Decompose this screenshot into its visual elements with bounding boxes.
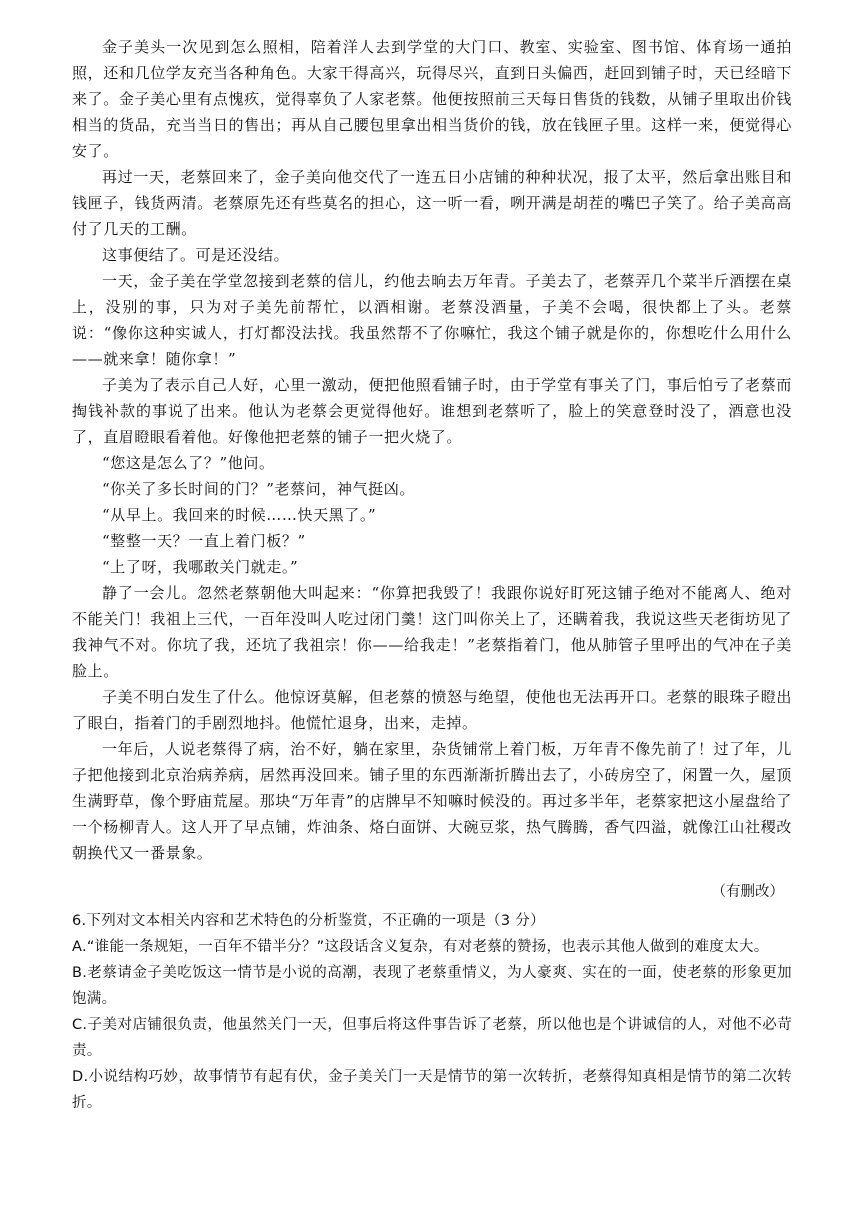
dialogue-line-4: “整整一天？一直上着门板？” <box>102 532 306 550</box>
story-paragraph-5: 子美为了表示自己人好，心里一激动，便把他照看铺子时，由于学堂有事关了门，事后怕亏了老蔡而掏钱补款的事说了出来。他认为老蔡会更觉得他好。谁想到老蔡听了，脸上的笑意登时没了，酒意也没了，直眉瞪眼看着他。好像他把老蔡的铺子一把火烧了。 <box>72 376 792 446</box>
dialogue-line-1: “您这是怎么了？”他问。 <box>102 454 275 472</box>
story-text <box>72 34 792 866</box>
source-note: （有删改） <box>711 884 784 900</box>
dialogue-line-5: “上了呀，我哪敢关门就走。” <box>102 558 299 576</box>
story-paragraph-8: 一年后，人说老蔡得了病，治不好，躺在家里，杂货铺常上着门板，万年青不像先前了！过了年，儿子把他接到北京治病养病，居然再没回来。铺子里的东西渐渐折腾出去了，小砖房空了，闲置一久，屋顶生满野草，像个野庙荒屋。那块“万年青”的店牌早不知嘛时候没的。再过多半年，老蔡家把这小屋盘给了一个杨柳青人。这人开了早点铺，炸油条、烙白面饼、大碗豆浆，热气腾腾，香气四溢，就像江山社稷改朝换代又一番景象。 <box>72 740 792 862</box>
dialogue-line-2: “你关了多长时间的门？”老蔡问，神气挺凶。 <box>102 480 415 498</box>
question-6 <box>72 908 792 1116</box>
story-paragraph-3: 这事便结了。可是还没结。 <box>102 246 290 264</box>
story-paragraph-6: 静了一会儿。忽然老蔡朝他大叫起来：“你算把我毁了！我跟你说好盯死这铺子绝对不能离人、绝对不能关门！我祖上三代，一百年没叫人吃过闭门羹！这门叫你关上了，还瞒着我，我说这些天老街坊见了我神气不对。你坑了我，还坑了我祖宗！你——给我走！”老蔡指着门，他从肺管子里呼出的气冲在子美脸上。 <box>72 584 792 680</box>
option-b: B.老蔡请金子美吃饭这一情节是小说的高潮，表现了老蔡重情义，为人豪爽、实在的一面，使老蔡的形象更加饱满。 <box>72 965 792 1007</box>
question-stem: 6.下列对文本相关内容和艺术特色的分析鉴赏，不正确的一项是（3 分） <box>72 913 545 929</box>
story-paragraph-1: 金子美头一次见到怎么照相，陪着洋人去到学堂的大门口、教室、实验室、图书馆、体育场一通拍照，还和几位学友充当各种角色。大家干得高兴，玩得尽兴，直到日头偏西，赶回到铺子时，天已经暗下来了。金子美心里有点愧疚，觉得辜负了人家老蔡。他便按照前三天每日售货的钱数，从铺子里取出价钱相当的货品，充当当日的售出；再从自己腰包里拿出相当货价的钱，放在钱匣子里。这样一来，便觉得心安了。 <box>72 38 792 160</box>
dialogue-line-3: “从早上。我回来的时候……快天黑了。” <box>102 506 377 524</box>
story-paragraph-7: 子美不明白发生了什么。他惊讶莫解，但老蔡的愤怒与绝望，使他也无法再开口。老蔡的眼珠子瞪出了眼白，指着门的手剧烈地抖。他慌忙退身，出来，走掉。 <box>72 688 792 732</box>
option-d: D.小说结构巧妙，故事情节有起有伏，金子美关门一天是情节的第一次转折，老蔡得知真相是情节的第二次转折。 <box>72 1069 792 1111</box>
story-paragraph-4: 一天，金子美在学堂忽接到老蔡的信儿，约他去晌去万年青。子美去了，老蔡弄几个菜半斤酒摆在桌上，没别的事，只为对子美先前帮忙，以酒相谢。老蔡没酒量，子美不会喝，很快都上了头。老蔡说：“像你这种实诚人，打灯都没法找。我虽然帮不了你嘛忙，我这个铺子就是你的，你想吃什么用什么——就来拿！随你拿！” <box>72 272 792 368</box>
option-a: A.“谁能一条规矩，一百年不错半分？”这段话含义复杂，有对老蔡的赞扬，也表示其他人做到的难度太大。 <box>72 939 769 955</box>
story-paragraph-2: 再过一天，老蔡回来了，金子美向他交代了一连五日小店铺的种种状况，报了太平，然后拿出账目和钱匣子，钱货两清。老蔡原先还有些莫名的担心，这一听一看，咧开满是胡茬的嘴巴子笑了。给子美高高付了几天的工酬。 <box>72 168 792 238</box>
option-c: C.子美对店铺很负责，他虽然关门一天，但事后将这件事告诉了老蔡，所以他也是个讲诚信的人，对他不必苛责。 <box>72 1017 792 1059</box>
